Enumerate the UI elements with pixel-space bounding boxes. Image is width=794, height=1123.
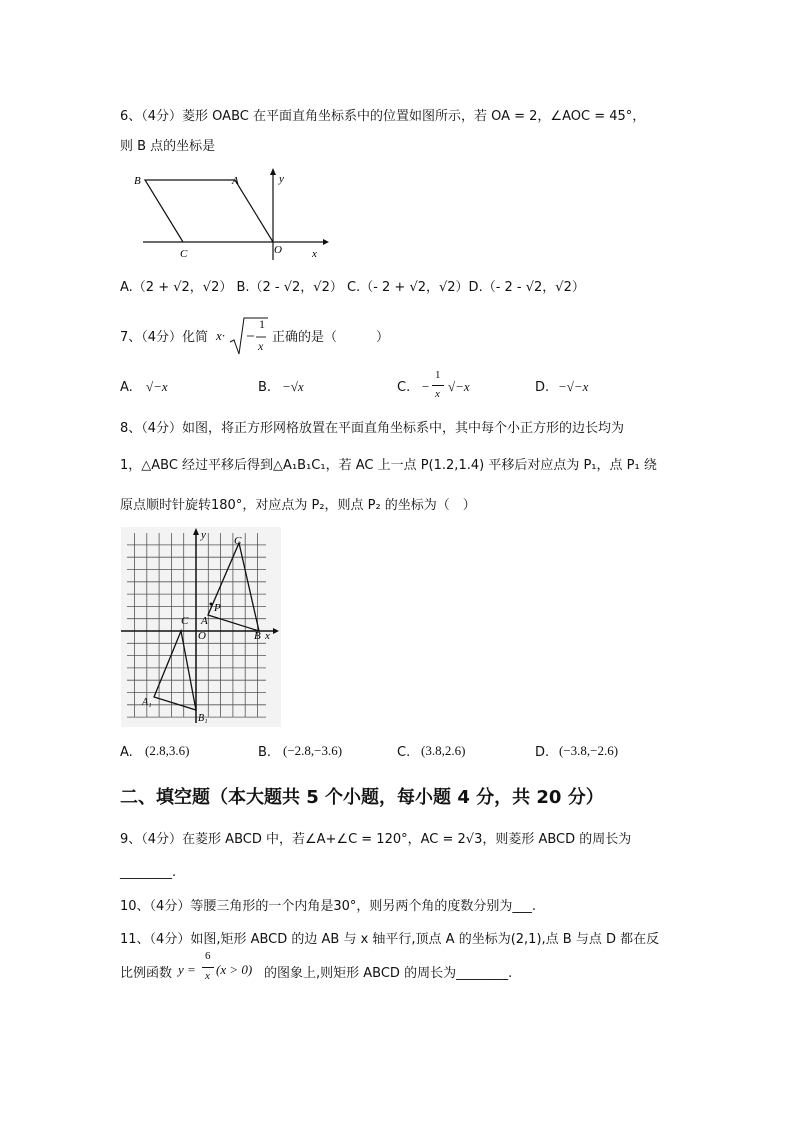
q6-label-y: y bbox=[279, 173, 284, 185]
q8-label-y: y bbox=[201, 529, 206, 541]
q8-option-a-label: A. bbox=[120, 745, 133, 760]
q7-option-c-minus: − bbox=[421, 379, 430, 394]
section-2-title: 二、填空题（本大题共 5 个小题，每小题 4 分，共 20 分） bbox=[120, 787, 604, 808]
q6-rhombus-figure bbox=[128, 165, 333, 265]
q9-stem: 9、（4分）在菱形 ABCD 中，若∠A+∠C = 120°，AC = 2√3，则菱形 ABCD 的周长为 bbox=[120, 832, 632, 847]
q8-option-b: (−2.8,−3.6) bbox=[283, 743, 343, 758]
q7-option-c-label: C. bbox=[397, 380, 411, 395]
q8-grid-figure bbox=[121, 527, 281, 727]
q8-label-B1: B₁ bbox=[198, 713, 208, 724]
q8-option-c-label: C. bbox=[397, 745, 411, 760]
q8-label-B: B bbox=[254, 630, 261, 642]
q7-option-b: −√x bbox=[282, 379, 304, 394]
q7-frac-num: 1 bbox=[259, 317, 265, 331]
q7-option-a-label: A. bbox=[120, 380, 133, 395]
q8-option-d-label: D. bbox=[535, 745, 550, 760]
q8-label-C: C bbox=[234, 535, 242, 547]
q7-stem-prefix: 7、（4分）化简 bbox=[120, 330, 209, 345]
q11-frac-num: 6 bbox=[205, 950, 211, 962]
q8-option-c: (3.8,2.6) bbox=[421, 743, 466, 758]
q6-label-B: B bbox=[134, 175, 141, 187]
q11-frac-den: x bbox=[205, 970, 210, 982]
q8-label-P: P bbox=[214, 602, 221, 614]
q8-stem-line1: 8、（4分）如图，将正方形网格放置在平面直角坐标系中，其中每个小正方形的边长均为 bbox=[120, 421, 625, 436]
q8-stem-line2: 1，△ABC 经过平移后得到△A₁B₁C₁，若 AC 上一点 P(1.2,1.4) 平移后对应点为 P₁，点 P₁ 绕 bbox=[120, 458, 657, 473]
q8-option-b-label: B. bbox=[258, 745, 272, 760]
q6-label-A: A bbox=[232, 175, 239, 187]
q7-option-b-label: B. bbox=[258, 380, 272, 395]
q7-option-c-den: x bbox=[435, 388, 440, 400]
q8-label-A1: A₁ bbox=[142, 697, 152, 708]
q6-label-C: C bbox=[180, 248, 188, 260]
q7-expr-x: x· bbox=[216, 328, 226, 343]
q8-label-C1: C bbox=[181, 615, 189, 627]
q7-option-d-label: D. bbox=[535, 380, 550, 395]
q11-stem-line1: 11、（4分）如图,矩形 ABCD 的边 AB 与 x 轴平行,顶点 A 的坐标为(2,1),点 B 与点 D 都在反 bbox=[120, 932, 660, 947]
q7-option-c-num: 1 bbox=[435, 369, 441, 381]
q6-label-x: x bbox=[312, 248, 317, 260]
q11-stem-line2-prefix: 比例函数 bbox=[120, 966, 173, 981]
q11-function-domain: (x > 0) bbox=[216, 962, 253, 977]
q8-label-x: x bbox=[265, 630, 270, 642]
q7-option-a: √−x bbox=[146, 379, 168, 394]
q7-option-c-fraction-bar bbox=[432, 385, 444, 386]
q9-answer-blank[interactable]: ________. bbox=[120, 865, 177, 880]
q8-label-A: A bbox=[201, 615, 208, 627]
q7-stem-suffix: 正确的是（ ） bbox=[272, 330, 390, 345]
q8-label-O: O bbox=[198, 630, 206, 642]
q6-options: A.（2 + √2，√2） B.（2 - √2，√2） C.（- 2 + √2，√2）D.（- 2 - √2，√2） bbox=[120, 280, 585, 295]
q8-stem-line3: 原点顺时针旋转180°，对应点为 P₂，则点 P₂ 的坐标为（ ） bbox=[120, 498, 476, 513]
q10-stem: 10、（4分）等腰三角形的一个内角是30°，则另两个角的度数分别为___. bbox=[120, 899, 536, 914]
q6-label-O: O bbox=[274, 244, 282, 256]
q11-stem-line2-suffix: 的图象上,则矩形 ABCD 的周长为________. bbox=[264, 966, 513, 981]
q7-frac-den: x bbox=[258, 339, 264, 353]
q8-option-d: (−3.8,−2.6) bbox=[559, 743, 619, 758]
q7-option-c-radical: √−x bbox=[448, 379, 470, 394]
q7-option-d: −√−x bbox=[558, 379, 589, 394]
q11-fraction-bar bbox=[202, 967, 214, 968]
q8-option-a: (2.8,3.6) bbox=[145, 743, 190, 758]
q6-stem-line2: 则 B 点的坐标是 bbox=[120, 139, 216, 154]
q11-function-y: y = bbox=[178, 962, 196, 977]
q6-stem-line1: 6、（4分）菱形 OABC 在平面直角坐标系中的位置如图所示，若 OA = 2，∠AOC = 45°， bbox=[120, 109, 646, 124]
